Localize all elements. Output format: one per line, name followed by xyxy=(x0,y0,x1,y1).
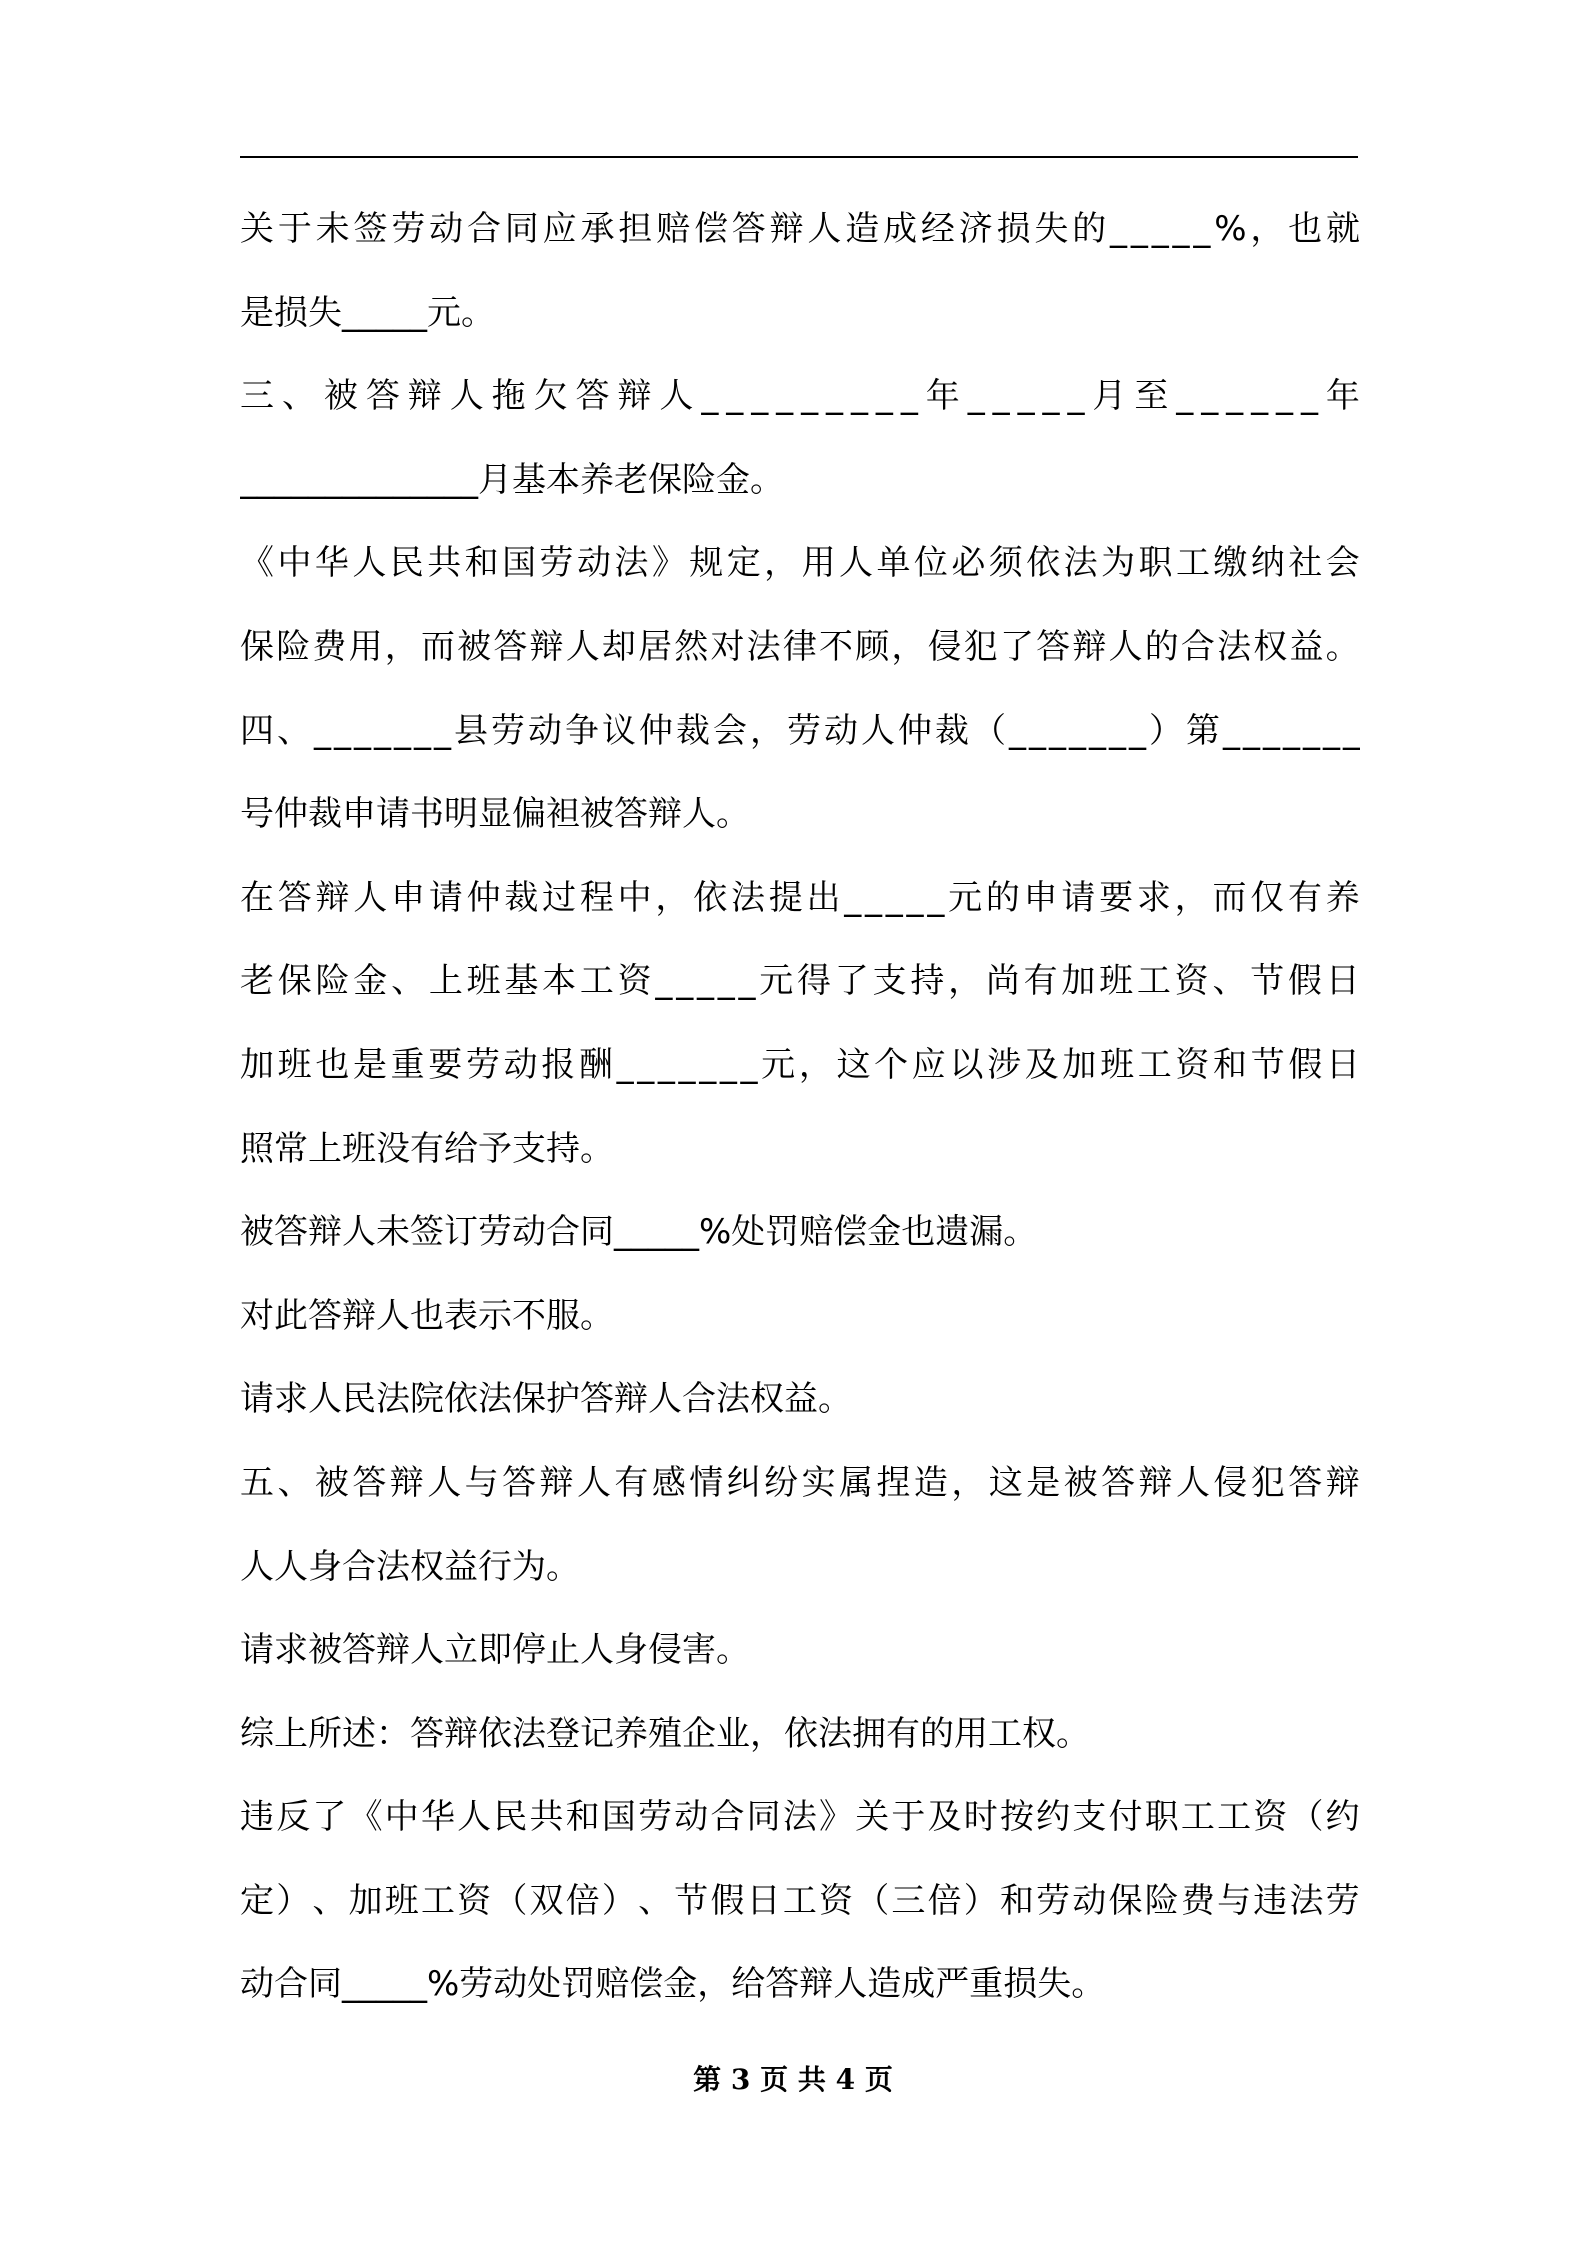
text-line: 请求人民法院依法保护答辩人合法权益。 xyxy=(240,1379,852,1420)
text-line: 定 ） 、 加 班 工 资 （ 双 倍 ） 、 节 假 日 工 资 （ 三 倍 ） 和 劳 动 保 险 费 与 违 法 劳 xyxy=(240,1880,1360,1921)
text-line: 在 答 辩 人 申 请 仲 裁 过 程 中 ， 依 法 提 出 _ _ _ _ _ 元 的 申 请 要 求 ， 而 仅 有 养 xyxy=(240,877,1360,918)
text-line: 人人身合法权益行为。 xyxy=(240,1546,580,1587)
text-line: 动合同_____%劳动处罚赔偿金，给答辩人造成严重损失。 xyxy=(240,1964,1106,2005)
text-line: 违 反 了 《 中 华 人 民 共 和 国 劳 动 合 同 法 》 关 于 及 时 按 约 支 付 职 工 工 资 （ 约 xyxy=(240,1797,1360,1838)
text-line: 照常上班没有给予支持。 xyxy=(240,1128,614,1169)
text-line: 请求被答辩人立即停止人身侵害。 xyxy=(240,1630,750,1671)
header-rule xyxy=(240,156,1358,158)
text-line: 被答辩人未签订劳动合同_____%处罚赔偿金也遗漏。 xyxy=(240,1212,1038,1253)
text-line: 关 于 未 签 劳 动 合 同 应 承 担 赔 偿 答 辩 人 造 成 经 济 损 失 的 _ _ _ _ _ % ， 也 就 xyxy=(240,209,1360,249)
text-line: 老 保 险 金 、 上 班 基 本 工 资 _ _ _ _ _ 元 得 了 支 持 ， 尚 有 加 班 工 资 、 节 假 日 xyxy=(240,961,1360,1002)
body-text xyxy=(240,188,1360,2027)
text-line: 对此答辩人也表示不服。 xyxy=(240,1295,614,1336)
text-line: ______________月基本养老保险金。 xyxy=(240,459,784,500)
text-line: 保 险 费 用 ， 而 被 答 辩 人 却 居 然 对 法 律 不 顾 ， 侵 犯 了 答 辩 人 的 合 法 权 益 。 xyxy=(240,626,1360,667)
text-line: 号仲裁申请书明显偏袒被答辩人。 xyxy=(240,794,750,835)
text-line: 加 班 也 是 重 要 劳 动 报 酬 _ _ _ _ _ _ _ 元 ， 这 个 应 以 涉 及 加 班 工 资 和 节 假 日 xyxy=(240,1044,1360,1085)
page-number: 第 3 页 共 4 页 xyxy=(693,2063,893,2096)
text-line: 《 中 华 人 民 共 和 国 劳 动 法 》 规 定 ， 用 人 单 位 必 须 依 法 为 职 工 缴 纳 社 会 xyxy=(240,543,1360,584)
text-line: 是损失_____元。 xyxy=(240,292,495,333)
text-line: 三 、 被 答 辩 人 拖 欠 答 辩 人 _ _ _ _ _ _ _ _ _ 年 _ _ _ _ _ 月 至 _ _ _ _ _ _ 年 xyxy=(240,376,1360,417)
text-line: 五 、 被 答 辩 人 与 答 辩 人 有 感 情 纠 纷 实 属 捏 造 ， 这 是 被 答 辩 人 侵 犯 答 辩 xyxy=(240,1462,1360,1503)
text-line: 四 、 _ _ _ _ _ _ _ 县 劳 动 争 议 仲 裁 会 ， 劳 动 人 仲 裁 （ _ _ _ _ _ _ _ ） 第 _ _ _ _ _ _ _ xyxy=(240,710,1360,751)
text-line: 综上所述：答辩依法登记养殖企业，依法拥有的用工权。 xyxy=(240,1713,1090,1754)
